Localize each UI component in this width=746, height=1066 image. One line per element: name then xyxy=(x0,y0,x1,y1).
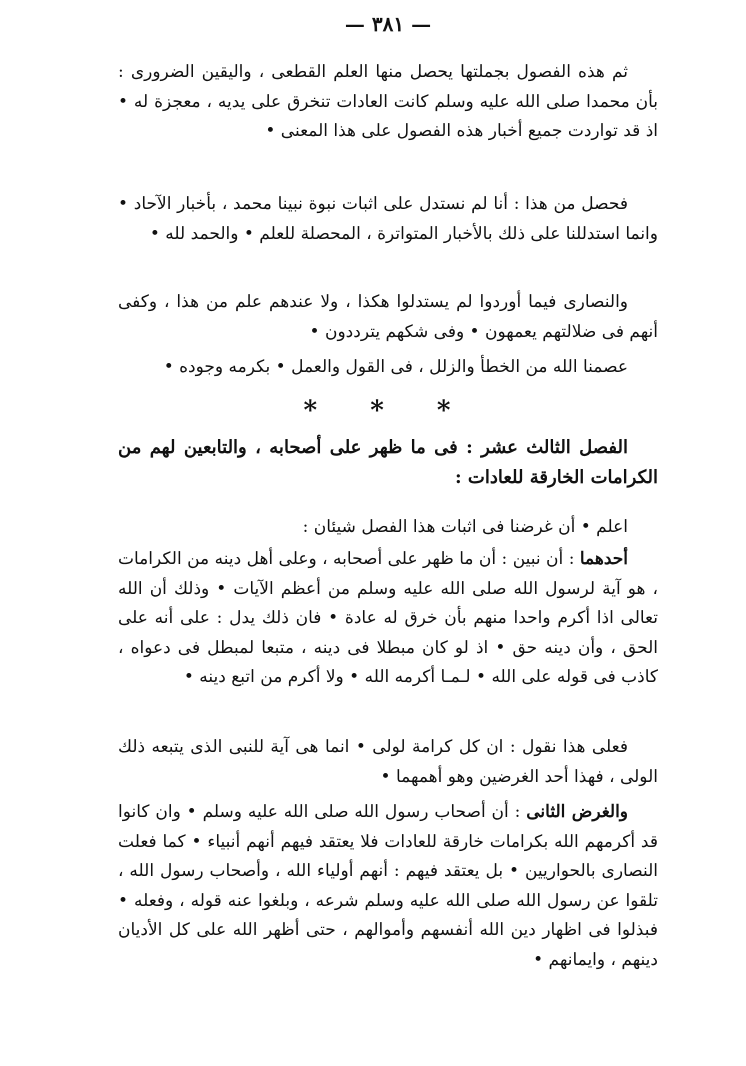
paragraph-7-lead: أحدهما xyxy=(579,549,629,569)
document-page xyxy=(118,0,658,1066)
section-separator-stars: * * * xyxy=(303,396,473,426)
paragraph-1: ثم هذه الفصول بجملتها يحصل منها العلم القطعى ، واليقين الضرورى : بأن محمدا صلى الله عليه وسلم كانت العادات تنخرق على يديه ، معجزة له • اذ قد تواردت جميع أخبار هذه الفصول على هذا المعنى • xyxy=(118,62,658,141)
paragraph-4: عصمنا الله من الخطأ والزلل ، فى القول والعمل • بكرمه وجوده • xyxy=(163,357,628,377)
paragraph-9-lead: والغرض الثانى xyxy=(526,802,629,822)
paragraph-3: والنصارى فيما أوردوا لم يستدلوا هكذا ، ولا عندهم علم من هذا ، وكفى أنهم فى ضلالتهم يعمهون • وفى شكهم يترددون • xyxy=(118,292,658,342)
paragraph-9 xyxy=(118,798,658,975)
section-heading: الفصل الثالث عشر : فى ما ظهر على أصحابه ، والتابعين لهم من الكرامات الخارقة للعادات : xyxy=(118,437,658,488)
paragraph-2: فحصل من هذا : أنا لم نستدل على اثبات نبوة نبينا محمد ، بأخبار الآحاد • وانما استدللنا على ذلك بالأخبار المتواترة ، المحصلة للعلم • والحمد لله • xyxy=(118,194,658,244)
paragraph-9-body: : أن أصحاب رسول الله صلى الله عليه وسلم • وان كانوا قد أكرمهم الله بكرامات خارقة للعادات فلا يعتقد فيهم أنهم أنبياء • كما فعلت النصارى بالحواريين • بل يعتقد فيهم : أنهم أولياء الله ، وأصحاب رسول الله ، تلقوا عن رسول الله صلى الله عليه وسلم شرعه ، وبلغوا عنه قوله ، وفعله • فبذلوا فى اظهار دين الله أنفسهم وأموالهم ، حتى أظهر الله على كل الأديان دينهم ، وايمانهم • xyxy=(118,802,658,970)
paragraph-7-body: : أن نبين : أن ما ظهر على أصحابه ، وعلى أهل دينه من الكرامات ، هو آية لرسول الله صلى الله عليه وسلم من أعظم الآيات • وذلك أن الله تعالى اذا أكرم واحدا منهم بأن خرق له عادة • فان ذلك يدل : على أنه على الحق ، وأن دينه حق • اذ لو كان مبطلا فى دينه ، متبعا لمبطل فى دعواه ، كاذب فى قوله على الله • لـمـا أكرمه الله • ولا أكرم من اتبع دينه • xyxy=(118,549,658,687)
paragraph-8: فعلى هذا نقول : ان كل كرامة لولى • انما هى آية للنبى الذى يتبعه ذلك الولى ، فهذا أحد الغرضين وهو أهمهما • xyxy=(118,737,658,787)
paragraph-6: اعلم • أن غرضنا فى اثبات هذا الفصل شيئان : xyxy=(302,517,628,537)
page-number: — ٣٨١ — xyxy=(344,12,432,36)
paragraph-7 xyxy=(118,545,658,693)
